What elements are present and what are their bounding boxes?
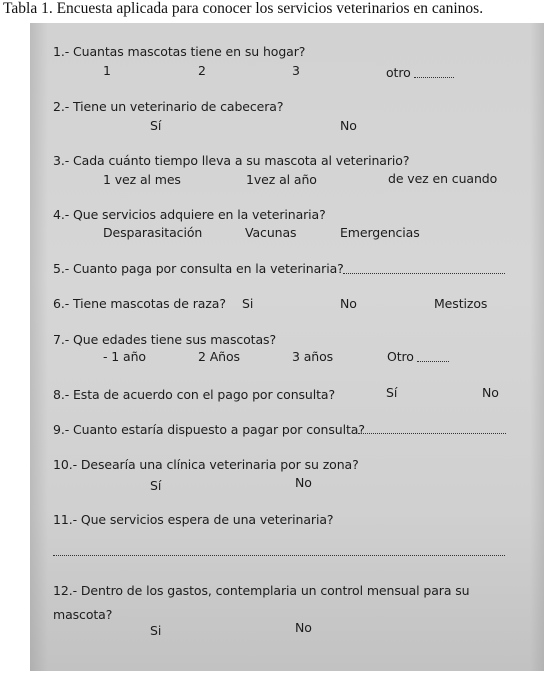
- q4-option-3: Emergencias: [340, 225, 420, 240]
- survey-photo: [30, 23, 544, 671]
- question-7: 7.- Que edades tiene sus mascotas?: [53, 332, 276, 347]
- question-11: 11.- Que servicios espera de una veterinaria?: [53, 512, 334, 527]
- q8-option-no: No: [482, 385, 499, 400]
- q4-option-1: Desparasitación: [103, 225, 203, 240]
- q1-option-other: otro: [386, 65, 411, 80]
- question-8: 8.- Esta de acuerdo con el pago por consulta?: [53, 387, 336, 402]
- q10-option-yes: Sí: [150, 478, 162, 493]
- question-2: 2.- Tiene un veterinario de cabecera?: [53, 99, 284, 114]
- q7-option-1: - 1 año: [103, 349, 146, 364]
- q5-answer-blank: [343, 273, 505, 274]
- q2-option-no: No: [340, 118, 357, 133]
- q3-option-1: 1 vez al mes: [103, 172, 181, 187]
- question-5: 5.- Cuanto paga por consulta en la veterinaria?: [53, 261, 344, 276]
- q12-option-no: No: [295, 620, 312, 635]
- question-3: 3.- Cada cuánto tiempo lleva a su mascota al veterinario?: [53, 153, 410, 168]
- q7-option-2: 2 Años: [198, 349, 240, 364]
- q4-option-2: Vacunas: [245, 225, 297, 240]
- table-caption: Tabla 1. Encuesta aplicada para conocer los servicios veterinarios en caninos.: [3, 0, 484, 17]
- question-1: 1.- Cuantas mascotas tiene en su hogar?: [53, 44, 306, 59]
- q3-option-3: de vez en cuando: [388, 171, 498, 186]
- q6-option-mixed: Mestizos: [434, 296, 488, 311]
- q1-other-blank: [414, 77, 454, 78]
- q7-option-other: Otro: [387, 349, 414, 364]
- q3-option-2: 1vez al año: [246, 172, 317, 187]
- question-9: 9.- Cuanto estaría dispuesto a pagar por consulta?: [53, 422, 365, 437]
- q2-option-yes: Sí: [150, 118, 162, 133]
- question-6: 6.- Tiene mascotas de raza?: [53, 296, 226, 311]
- q12-option-yes: Si: [150, 623, 162, 638]
- q6-option-yes: Si: [242, 296, 254, 311]
- q6-option-no: No: [340, 296, 357, 311]
- q10-option-no: No: [295, 475, 312, 490]
- q8-option-yes: Sí: [386, 385, 398, 400]
- question-10: 10.- Desearía una clínica veterinaria por su zona?: [53, 457, 359, 472]
- q1-option-2: 2: [198, 63, 206, 78]
- photo-shadow-left: [30, 23, 48, 671]
- photo-shadow-right: [530, 23, 544, 671]
- q9-answer-blank: [358, 433, 506, 434]
- q11-answer-blank: [53, 555, 505, 556]
- question-4: 4.- Que servicios adquiere en la veterinaria?: [53, 207, 326, 222]
- q1-option-3: 3: [292, 63, 300, 78]
- question-12-line-1: 12.- Dentro de los gastos, contemplaria un control mensual para su: [53, 583, 470, 598]
- q1-option-1: 1: [103, 63, 111, 78]
- question-12-line-2: mascota?: [53, 607, 113, 622]
- q7-option-3: 3 años: [292, 349, 334, 364]
- q7-other-blank: [417, 361, 449, 362]
